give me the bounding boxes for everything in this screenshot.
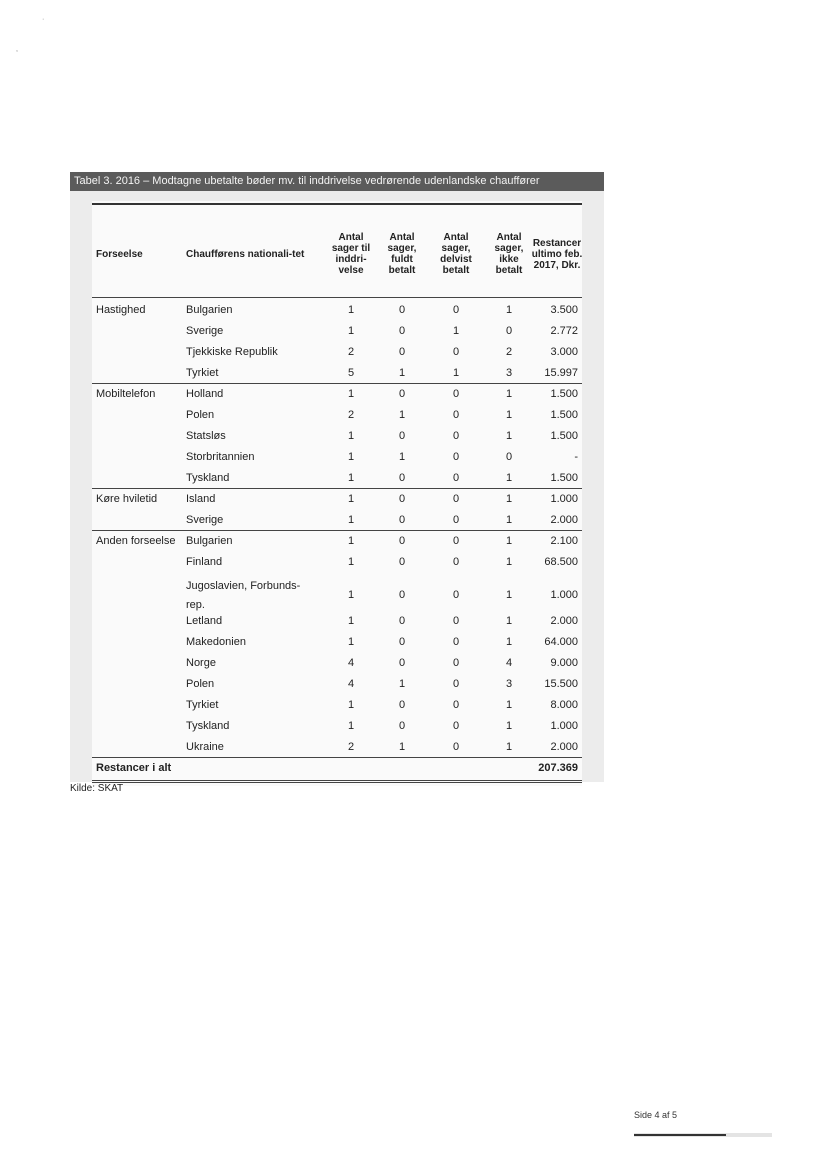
country-cell: Polen bbox=[186, 678, 215, 690]
group-rule bbox=[92, 530, 582, 531]
table-top-rule bbox=[92, 203, 582, 205]
delvist-cell: 0 bbox=[452, 589, 460, 601]
restance-cell: 3.500 bbox=[550, 304, 578, 316]
header-forseelse: Forseelse bbox=[96, 248, 143, 260]
country-cell: Tjekkiske Republik bbox=[186, 346, 278, 358]
delvist-cell: 0 bbox=[452, 657, 460, 669]
ikke-cell: 1 bbox=[505, 720, 513, 732]
ikke-cell: 0 bbox=[505, 451, 513, 463]
delvist-cell: 0 bbox=[452, 615, 460, 627]
fuldt-cell: 0 bbox=[398, 430, 406, 442]
ikke-cell: 1 bbox=[505, 409, 513, 421]
restance-cell: 3.000 bbox=[550, 346, 578, 358]
fuldt-cell: 1 bbox=[398, 367, 406, 379]
restance-cell: 2.000 bbox=[550, 741, 578, 753]
ikke-cell: 0 bbox=[505, 325, 513, 337]
restance-cell: 1.000 bbox=[550, 589, 578, 601]
page-number: Side 4 af 5 bbox=[634, 1110, 678, 1120]
delvist-cell: 1 bbox=[452, 325, 460, 337]
country-cell: Storbritannien bbox=[186, 451, 255, 463]
restance-cell: 68.500 bbox=[544, 556, 578, 568]
header-delvist-betalt: Antal sager, delvist betalt bbox=[440, 232, 472, 276]
delvist-cell: 0 bbox=[452, 535, 460, 547]
delvist-cell: 0 bbox=[452, 451, 460, 463]
ikke-cell: 1 bbox=[505, 741, 513, 753]
total-rule bbox=[92, 780, 582, 781]
fuldt-cell: 0 bbox=[398, 535, 406, 547]
country-cell: Ukraine bbox=[186, 741, 224, 753]
delvist-cell: 0 bbox=[452, 720, 460, 732]
country-cell: Tyskland bbox=[186, 472, 230, 484]
restance-cell: 15.997 bbox=[544, 367, 578, 379]
delvist-cell: 0 bbox=[452, 636, 460, 648]
header-antal-sager: Antal sager til inddri-velse bbox=[331, 232, 371, 276]
fuldt-cell: 1 bbox=[398, 409, 406, 421]
delvist-cell: 1 bbox=[452, 367, 460, 379]
delvist-cell: 0 bbox=[452, 514, 460, 526]
restance-cell: 1.500 bbox=[550, 472, 578, 484]
ikke-cell: 1 bbox=[505, 472, 513, 484]
restance-cell: 2.772 bbox=[550, 325, 578, 337]
antal-cell: 1 bbox=[347, 430, 355, 442]
country-cell: Tyskland bbox=[186, 720, 230, 732]
country-cell: Polen bbox=[186, 409, 215, 421]
ikke-cell: 1 bbox=[505, 589, 513, 601]
antal-cell: 1 bbox=[347, 589, 355, 601]
total-rule-2 bbox=[92, 782, 582, 783]
ikke-cell: 1 bbox=[505, 304, 513, 316]
country-cell: Holland bbox=[186, 388, 224, 400]
header-ikke-betalt: Antal sager, ikke betalt bbox=[494, 232, 524, 276]
delvist-cell: 0 bbox=[452, 409, 460, 421]
delvist-cell: 0 bbox=[452, 388, 460, 400]
ikke-cell: 3 bbox=[505, 678, 513, 690]
ikke-cell: 1 bbox=[505, 493, 513, 505]
antal-cell: 1 bbox=[347, 699, 355, 711]
fuldt-cell: 0 bbox=[398, 472, 406, 484]
ikke-cell: 4 bbox=[505, 657, 513, 669]
fuldt-cell: 0 bbox=[398, 325, 406, 337]
scan-speck: , bbox=[16, 46, 18, 53]
footer-rule-dark bbox=[634, 1134, 726, 1136]
country-cell: Island bbox=[186, 493, 216, 505]
country-cell: Sverige bbox=[186, 325, 224, 337]
antal-cell: 1 bbox=[347, 325, 355, 337]
antal-cell: 4 bbox=[347, 678, 355, 690]
ikke-cell: 3 bbox=[505, 367, 513, 379]
restance-cell: - bbox=[574, 451, 578, 463]
group-label: Hastighed bbox=[96, 304, 146, 316]
country-cell: Letland bbox=[186, 615, 223, 627]
group-label: Mobiltelefon bbox=[96, 388, 156, 400]
country-cell: Makedonien bbox=[186, 636, 246, 648]
antal-cell: 2 bbox=[347, 409, 355, 421]
fuldt-cell: 0 bbox=[398, 589, 406, 601]
antal-cell: 5 bbox=[347, 367, 355, 379]
country-cell: Tyrkiet bbox=[186, 699, 219, 711]
ikke-cell: 1 bbox=[505, 615, 513, 627]
antal-cell: 4 bbox=[347, 657, 355, 669]
delvist-cell: 0 bbox=[452, 430, 460, 442]
ikke-cell: 1 bbox=[505, 514, 513, 526]
scan-speck: · bbox=[42, 16, 45, 23]
antal-cell: 1 bbox=[347, 451, 355, 463]
country-cell: Norge bbox=[186, 657, 216, 669]
group-rule bbox=[92, 757, 582, 758]
delvist-cell: 0 bbox=[452, 472, 460, 484]
delvist-cell: 0 bbox=[452, 699, 460, 711]
source-note: Kilde: SKAT bbox=[70, 783, 124, 794]
antal-cell: 1 bbox=[347, 615, 355, 627]
table-title: Tabel 3. 2016 – Modtagne ubetalte bøder mv. til inddrivelse vedrørende udenlandske chauffører bbox=[70, 172, 604, 191]
data-table bbox=[92, 201, 582, 786]
total-value: 207.369 bbox=[538, 762, 578, 774]
restance-cell: 9.000 bbox=[550, 657, 578, 669]
ikke-cell: 2 bbox=[505, 346, 513, 358]
group-label: Køre hviletid bbox=[96, 493, 158, 505]
fuldt-cell: 0 bbox=[398, 699, 406, 711]
country-cell: Jugoslavien, Forbunds-rep. bbox=[186, 580, 301, 611]
group-label: Anden forseelse bbox=[96, 535, 176, 547]
antal-cell: 1 bbox=[347, 388, 355, 400]
restance-cell: 15.500 bbox=[544, 678, 578, 690]
antal-cell: 1 bbox=[347, 535, 355, 547]
fuldt-cell: 0 bbox=[398, 388, 406, 400]
antal-cell: 1 bbox=[347, 636, 355, 648]
antal-cell: 2 bbox=[347, 741, 355, 753]
antal-cell: 1 bbox=[347, 304, 355, 316]
table-panel bbox=[70, 172, 604, 782]
delvist-cell: 0 bbox=[452, 346, 460, 358]
fuldt-cell: 0 bbox=[398, 657, 406, 669]
delvist-cell: 0 bbox=[452, 678, 460, 690]
restance-cell: 1.000 bbox=[550, 493, 578, 505]
ikke-cell: 1 bbox=[505, 636, 513, 648]
fuldt-cell: 1 bbox=[398, 678, 406, 690]
restance-cell: 64.000 bbox=[544, 636, 578, 648]
country-cell: Bulgarien bbox=[186, 304, 233, 316]
ikke-cell: 1 bbox=[505, 388, 513, 400]
country-cell: Finland bbox=[186, 556, 223, 568]
delvist-cell: 0 bbox=[452, 741, 460, 753]
restance-cell: 2.000 bbox=[550, 615, 578, 627]
country-cell: Sverige bbox=[186, 514, 224, 526]
antal-cell: 1 bbox=[347, 720, 355, 732]
country-cell: Statsløs bbox=[186, 430, 226, 442]
ikke-cell: 1 bbox=[505, 535, 513, 547]
restance-cell: 2.000 bbox=[550, 514, 578, 526]
country-cell: Bulgarien bbox=[186, 535, 233, 547]
restance-cell: 8.000 bbox=[550, 699, 578, 711]
antal-cell: 1 bbox=[347, 514, 355, 526]
antal-cell: 1 bbox=[347, 472, 355, 484]
header-fuldt-betalt: Antal sager, fuldt betalt bbox=[387, 232, 417, 276]
fuldt-cell: 0 bbox=[398, 556, 406, 568]
delvist-cell: 0 bbox=[452, 556, 460, 568]
fuldt-cell: 1 bbox=[398, 741, 406, 753]
ikke-cell: 1 bbox=[505, 430, 513, 442]
restance-cell: 1.000 bbox=[550, 720, 578, 732]
restance-cell: 1.500 bbox=[550, 430, 578, 442]
group-rule bbox=[92, 383, 582, 384]
header-restancer: Restancer ultimo feb. 2017, Dkr. bbox=[531, 237, 583, 271]
fuldt-cell: 0 bbox=[398, 514, 406, 526]
antal-cell: 2 bbox=[347, 346, 355, 358]
restance-cell: 1.500 bbox=[550, 388, 578, 400]
antal-cell: 1 bbox=[347, 493, 355, 505]
ikke-cell: 1 bbox=[505, 699, 513, 711]
fuldt-cell: 0 bbox=[398, 615, 406, 627]
delvist-cell: 0 bbox=[452, 493, 460, 505]
header-rule bbox=[92, 297, 582, 298]
country-cell: Tyrkiet bbox=[186, 367, 219, 379]
fuldt-cell: 0 bbox=[398, 636, 406, 648]
restance-cell: 2.100 bbox=[550, 535, 578, 547]
header-nationalitet: Chaufførens nationali-tet bbox=[186, 248, 305, 260]
fuldt-cell: 0 bbox=[398, 720, 406, 732]
fuldt-cell: 0 bbox=[398, 346, 406, 358]
total-label: Restancer i alt bbox=[96, 762, 172, 774]
fuldt-cell: 0 bbox=[398, 304, 406, 316]
ikke-cell: 1 bbox=[505, 556, 513, 568]
antal-cell: 1 bbox=[347, 556, 355, 568]
fuldt-cell: 1 bbox=[398, 451, 406, 463]
fuldt-cell: 0 bbox=[398, 493, 406, 505]
restance-cell: 1.500 bbox=[550, 409, 578, 421]
group-rule bbox=[92, 488, 582, 489]
delvist-cell: 0 bbox=[452, 304, 460, 316]
